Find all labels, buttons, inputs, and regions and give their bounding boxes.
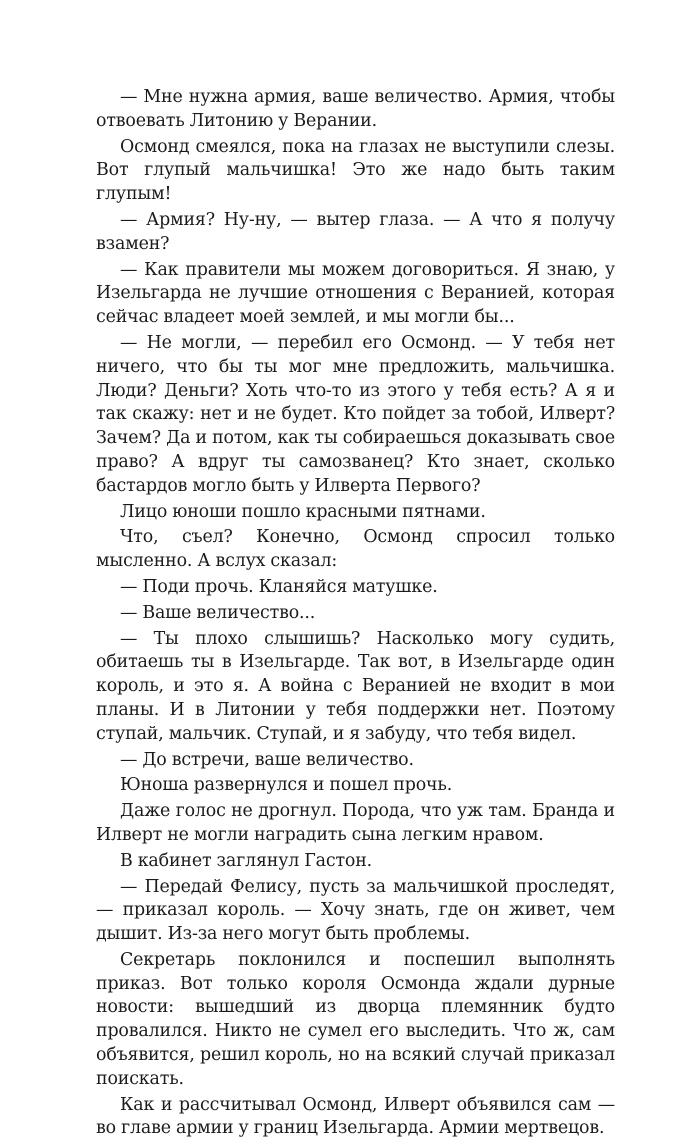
- paragraph: Как и рассчитывал Осмонд, Илверт объявился сам — во главе армии у границ Изельгарда. Армии мертвецов.: [96, 1094, 615, 1139]
- page-text: [96, 86, 615, 1141]
- paragraph: Даже голос не дрогнул. Порода, что уж там. Бранда и Илверт не могли наградить сына легким нравом.: [96, 801, 615, 845]
- paragraph: Лицо юноши пошло красными пятнами.: [120, 501, 486, 522]
- paragraph: — Армия? Ну-ну, — вытер глаза. — А что я получу взамен?: [96, 209, 615, 254]
- paragraph: Секретарь поклонился и поспешил выполнять приказ. Вот только короля Осмонда ждали дурные новости: вышедший из дворца племянник будто провалился. Никто не сумел его выследить. Что ж, сам объявится, решил король, но на всякий случай приказал поискать.: [96, 949, 615, 1089]
- paragraph: — Ты плохо слышишь? Насколько могу судить, обитаешь ты в Изельгарде. Так вот, в Изельгарде один король, и это я. А война с Веранией не входит в мои планы. И в Литонии у тебя поддержки нет. Поэтому ступай, мальчик. Ступай, и я забуду, что тебя видел.: [96, 628, 615, 744]
- paragraph: — Ваше величество...: [120, 602, 316, 623]
- paragraph: — Поди прочь. Кланяйся матушке.: [120, 576, 438, 597]
- paragraph: — Передай Фелису, пусть за мальчишкой проследят, — приказал король. — Хочу знать, где он живет, чем дышит. Из-за него могут быть проблемы.: [96, 876, 615, 945]
- paragraph: Что, съел? Конечно, Осмонд спросил только мысленно. А вслух сказал:: [96, 527, 615, 572]
- paragraph: — Как правители мы можем договориться. Я знаю, у Изельгарда не лучшие отношения с Веранией, которая сейчас владеет моей землей, и мы могли бы...: [96, 259, 615, 328]
- paragraph: Осмонд смеялся, пока на глазах не выступили слезы. Вот глупый мальчишка! Это же надо быть таким глупым!: [96, 136, 615, 205]
- paragraph: — Мне нужна армия, ваше величество. Армия, чтобы отвоевать Литонию у Верании.: [96, 87, 615, 131]
- paragraph: Юноша развернулся и пошел прочь.: [120, 775, 453, 796]
- paragraph: — Не могли, — перебил его Осмонд. — У тебя нет ничего, что бы ты мог мне предложить, мальчишка. Люди? Деньги? Хоть что-то из этого у тебя есть? А я и так скажу: нет и не будет. Кто пойдет за тобой, Илверт? Зачем? Да и потом, как ты собираешься доказывать свое право? А вдруг ты самозванец? Кто знает, сколько бастардов могло быть у Илверта Первого?: [96, 332, 615, 496]
- paragraph: — До встречи, ваше величество.: [120, 749, 414, 770]
- paragraph: В кабинет заглянул Гастон.: [120, 850, 373, 871]
